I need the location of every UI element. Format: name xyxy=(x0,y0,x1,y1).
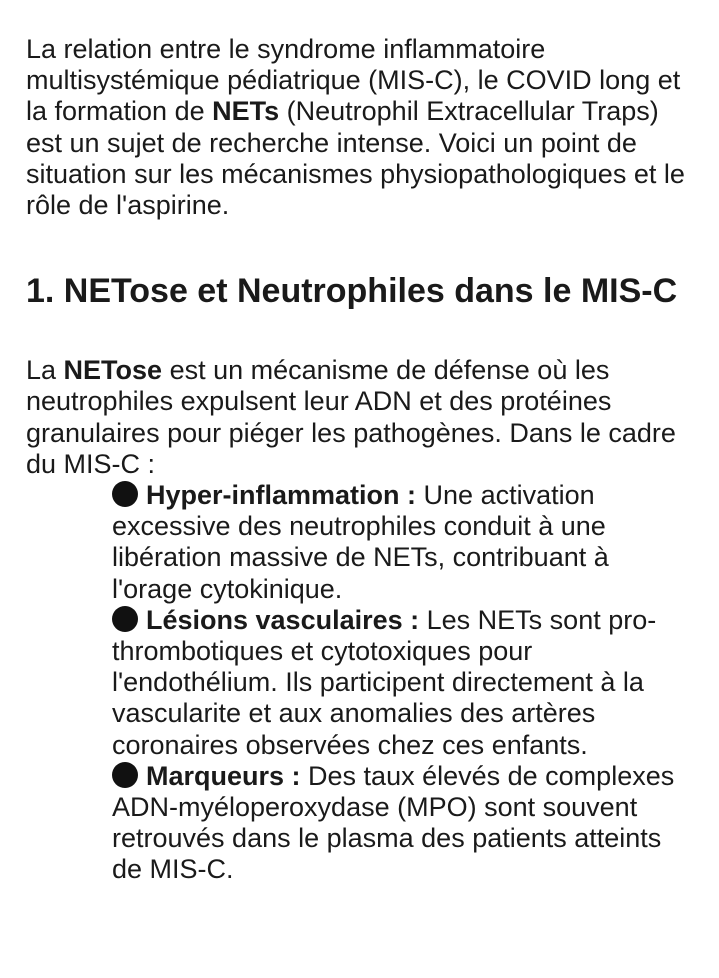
bullet-label: Hyper-inflammation : xyxy=(146,480,417,511)
section-paragraph xyxy=(26,355,693,480)
bullet-text: Des taux élevés de complexes ADN-myéloperoxydase (MPO) sont souvent retrouvés dans le plasma des patients atteints de MIS-C. xyxy=(112,760,675,885)
bullet-label: Marqueurs : xyxy=(146,760,301,791)
bullet-icon xyxy=(112,762,138,788)
bullet-icon xyxy=(112,606,138,632)
bullet-text: Une activation excessive des neutrophiles conduit à une libération massive de NETs, contribuant à l'orage cytokinique. xyxy=(112,480,609,604)
bullet-label: Lésions vasculaires : xyxy=(146,604,420,635)
bullet-icon xyxy=(112,481,138,507)
list-item xyxy=(112,605,693,761)
section-bold-term: NETose xyxy=(63,355,163,386)
intro-bold-term: NETs xyxy=(212,96,280,127)
intro-text-start: La relation entre le syndrome inflammatoire multisystémique pédiatrique (MIS-C), le COVID long et la formation de xyxy=(26,34,681,127)
bullet-text: Les NETs sont pro-thrombotiques et cytotoxiques pour l'endothélium. Ils participent directement à la vascularite et aux anomalies des artères coronaires observées chez ces enfants. xyxy=(112,604,657,760)
bullet-list xyxy=(26,480,693,886)
section-text-start: La xyxy=(26,355,64,386)
list-item xyxy=(112,480,693,605)
section-text-end: est un mécanisme de défense où les neutrophiles expulsent leur ADN et des protéines granulaires pour piéger les pathogènes. Dans le cadre du MIS-C : xyxy=(26,355,676,479)
intro-text-end: (Neutrophil Extracellular Traps) est un sujet de recherche intense. Voici un point de situation sur les mécanismes physiopathologiques et le rôle de l'aspirine. xyxy=(26,96,685,221)
list-item xyxy=(112,761,693,886)
intro-paragraph xyxy=(26,34,693,221)
section-heading: 1. NETose et Neutrophiles dans le MIS-C xyxy=(26,272,678,311)
